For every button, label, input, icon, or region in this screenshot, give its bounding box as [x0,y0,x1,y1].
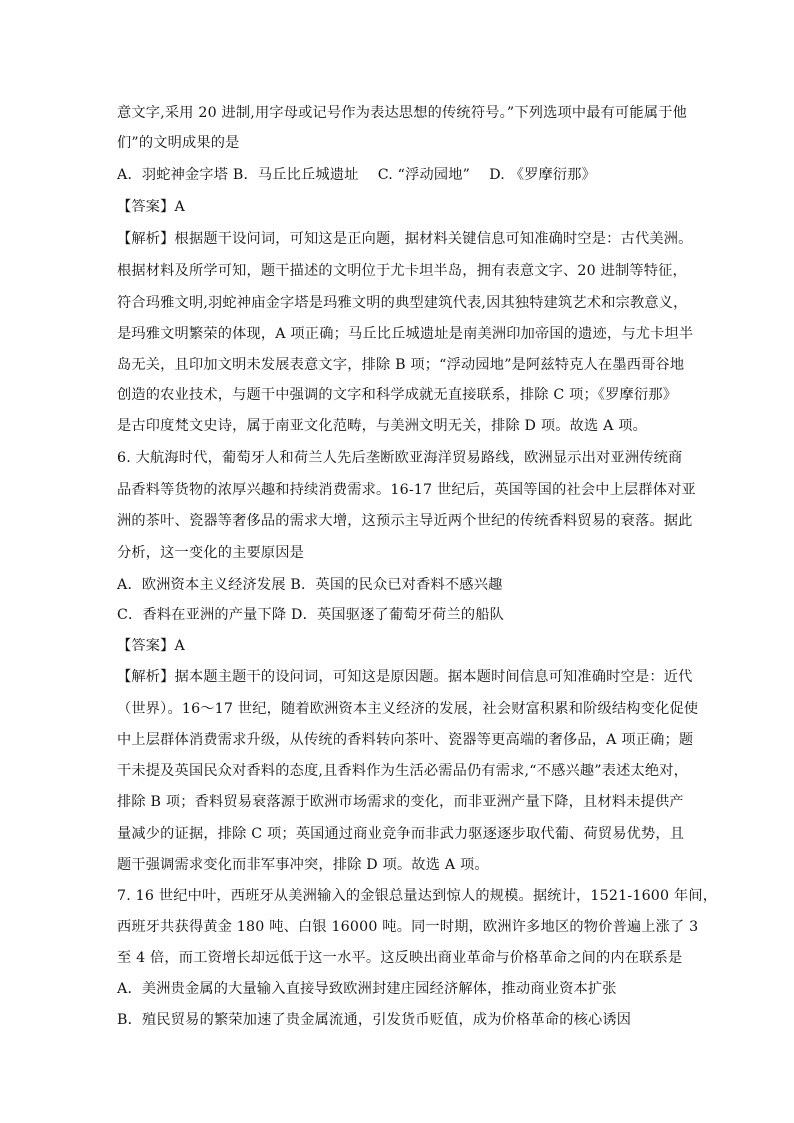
answer-options: C．香料在亚洲的产量下降 D．英国驱逐了葡萄牙荷兰的船队 [117,607,505,623]
analysis-line: 干未提及英国民众对香料的态度,且香料作为生活必需品仍有需求,“不感兴趣”表述太绝对， [117,763,689,779]
answer-label: 【答案】A [117,638,185,654]
analysis-line: 符合玛雅文明,羽蛇神庙金字塔是玛雅文明的典型建筑代表,因其独特建筑艺术和宗教意义， [117,295,688,311]
text-line: 们”的文明成果的是 [117,135,240,151]
answer-options: A．欧洲资本主义经济发展 B．英国的民众已对香料不感兴趣 [117,577,503,593]
analysis-line: 是玛雅文明繁荣的体现，A 项正确；马丘比丘城遗址是南美洲印加帝国的遗迹，与尤卡坦半 [117,326,694,342]
question-7: 西班牙共获得黄金 180 吨、白银 16000 吨。同一时期，欧洲许多地区的物价普遍上涨了 3 [117,919,699,935]
text-line: 意文字,采用 20 进制,用字母或记号作为表达思想的传统符号。”下列选项中最有可能属于他 [117,105,687,121]
analysis-line: 题干强调需求变化而非军事冲突，排除 D 项。故选 A 项。 [117,857,489,873]
analysis-line: 排除 B 项；香料贸易衰落源于欧洲市场需求的变化，而非亚洲产量下降，且材料未提供产 [117,794,684,810]
analysis-line: 岛无关，且印加文明未发展表意文字，排除 B 项；“浮动园地”是阿兹特克人在墨西哥谷地 [117,357,685,373]
answer-option-a: A．美洲贵金属的大量输入直接导致欧洲封建庄园经济解体，推动商业资本扩张 [117,981,617,997]
analysis-line: 量减少的证据，排除 C 项；英国通过商业竞争而非武力驱逐逐步取代葡、荷贸易优势，且 [117,826,685,842]
question-6: 6. 大航海时代，葡萄牙人和荷兰人先后垄断欧亚海洋贸易路线，欧洲显示出对亚洲传统商 [117,450,683,466]
question-6: 洲的茶叶、瓷器等奢侈品的需求大增，这预示主导近两个世纪的传统香料贸易的衰落。据此 [117,513,693,529]
analysis-line: 是古印度梵文史诗，属于南亚文化范畴，与美洲文明无关，排除 D 项。故选 A 项。 [117,418,648,434]
answer-options: A．羽蛇神金字塔 B．马丘比丘城遗址 C. “浮动园地” D. 《罗摩衍那》 [117,167,597,183]
analysis-line: 创造的农业技术，与题干中强调的文字和科学成就无直接联系，排除 C 项；《罗摩衍那》 [117,387,678,403]
answer-option-b: B．殖民贸易的繁荣加速了贵金属流通，引发货币贬值，成为价格革命的核心诱因 [117,1012,632,1028]
question-7: 7. 16 世纪中叶，西班牙从美洲输入的金银总量达到惊人的规模。据统计，1521-1600 年间， [117,888,718,904]
analysis-line: 【解析】据本题主题干的设问词，可知这是原因题。据本题时间信息可知准确时空是：近代 [117,669,693,685]
analysis-line: 根据材料及所学可知，题干描述的文明位于尤卡坦半岛，拥有表意文字、20 进制等特征， [117,263,687,279]
analysis-line: 中上层群体消费需求升级，从传统的香料转向茶叶、瓷器等更高端的奢侈品，A 项正确；题 [117,732,694,748]
question-7: 至 4 倍，而工资增长却远低于这一水平。这反映出商业革命与价格革命之间的内在联系是 [117,950,683,966]
answer-label: 【答案】A [117,199,185,215]
question-6: 分析，这一变化的主要原因是 [117,545,305,561]
analysis-line: 【解析】根据题干设问词，可知这是正向题，据材料关键信息可知准确时空是：古代美洲。 [117,231,693,247]
question-6: 品香料等货物的浓厚兴趣和持续消费需求。16-17 世纪后，英国等国的社会中上层群体对亚 [117,482,696,498]
analysis-line: （世界）。16～17 世纪，随着欧洲资本主义经济的发展，社会财富积累和阶级结构变化促使 [117,701,699,717]
